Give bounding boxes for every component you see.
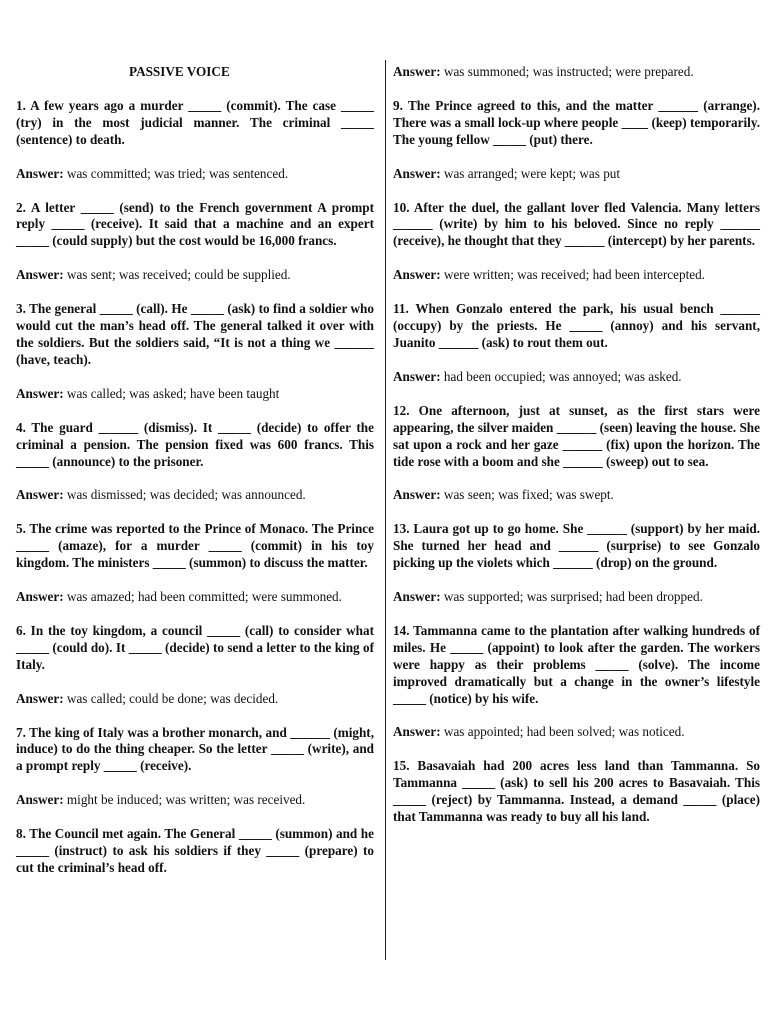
answer-text: might be induced; was written; was received. (66, 792, 306, 808)
answer-label: Answer: (16, 165, 64, 181)
answer-text: was supported; was surprised; had been dropped. (443, 589, 703, 605)
answer-text: was called; could be done; was decided. (66, 690, 279, 706)
question-2: 2. A letter _____ (send) to the French government A prompt reply _____ (receive). It said that a machine and an expert _____ (could supply) but the cost would be 16,000 francs. (16, 199, 374, 249)
answer-12 (393, 487, 760, 504)
answer-14 (393, 724, 760, 741)
answer-label: Answer: (393, 589, 441, 605)
answer-label: Answer: (393, 64, 441, 79)
column-divider (385, 60, 386, 960)
answer-5 (16, 589, 374, 606)
right-column (393, 64, 760, 843)
answer-7 (16, 792, 374, 809)
question-3: 3. The general _____ (call). He _____ (ask) to find a soldier who would cut the man’s head off. The general talked it over with the soldiers. But the soldiers said, “It is not a thing we ______ (have, teach). (16, 301, 374, 367)
answer-label: Answer: (393, 368, 441, 384)
answer-label: Answer: (16, 589, 64, 605)
question-12: 12. One afternoon, just at sunset, as the first stars were appearing, the silver maiden ______ (seen) leaving the house. She sat upon a rock and her gaze ______ (fix) upon the horizon. The tide rose with a boom and she ______ (sweep) out to sea. (393, 402, 760, 469)
question-4: 4. The guard ______ (dismiss). It _____ (decide) to offer the criminal a pension. The pension fixed was 600 francs. This _____ (announce) to the prisoner. (16, 419, 374, 469)
answer-text: was committed; was tried; was sentenced. (66, 165, 289, 181)
answer-9 (393, 166, 760, 183)
answer-text: was appointed; had been solved; was noticed. (443, 724, 685, 740)
question-13: 13. Laura got up to go home. She ______ (support) by her maid. She turned her head and ______ (surprise) to see Gonzalo picking up the violets which ______ (drop) on the ground. (393, 521, 760, 571)
answer-label: Answer: (16, 792, 64, 808)
answer-label: Answer: (393, 165, 441, 181)
answer-3 (16, 386, 374, 403)
answer-text: was seen; was fixed; was swept. (443, 487, 614, 503)
answer-label: Answer: (16, 487, 64, 503)
answer-label: Answer: (393, 487, 441, 503)
answer-label: Answer: (393, 267, 441, 283)
question-5: 5. The crime was reported to the Prince of Monaco. The Prince _____ (amaze), for a murder _____ (commit) in his toy kingdom. The ministers _____ (summon) to discuss the matter. (16, 521, 374, 571)
question-1: 1. A few years ago a murder _____ (commit). The case _____ (try) in the most judicial manner. The criminal _____ (sentence) to death. (16, 97, 374, 147)
answer-text: had been occupied; was annoyed; was asked. (443, 368, 682, 384)
question-7: 7. The king of Italy was a brother monarch, and ______ (might, induce) to do the thing cheaper. So the letter _____ (write), and a prompt reply _____ (receive). (16, 724, 374, 774)
answer-1 (16, 166, 374, 183)
answer-text: was dismissed; was decided; was announced. (66, 487, 306, 503)
answer-6 (16, 691, 374, 708)
question-14: 14. Tammanna came to the plantation after walking hundreds of miles. He _____ (appoint) to look after the garden. The workers were happy as their problems _____ (solve). The income improved dramatically but a change in the owner’s lifestyle _____ (notice) by his wife. (393, 622, 760, 706)
answer-10 (393, 267, 760, 284)
answer-label: Answer: (16, 267, 64, 283)
answer-text: was summoned; was instructed; were prepared. (443, 64, 694, 79)
answer-label: Answer: (393, 724, 441, 740)
question-15: 15. Basavaiah had 200 acres less land than Tammanna. So Tammanna _____ (ask) to sell his 200 acres to Basavaiah. This _____ (reject) by Tammanna. Instead, a demand _____ (place) that Tammanna was ready to buy all his land. (393, 758, 760, 825)
question-10: 10. After the duel, the gallant lover fled Valencia. Many letters ______ (write) by him to his beloved. Since no reply ______ (receive), he thought that they ______ (intercept) by her parents. (393, 199, 760, 249)
answer-11 (393, 369, 760, 386)
question-9: 9. The Prince agreed to this, and the matter ______ (arrange). There was a small lock-up where people ____ (keep) temporarily. The young fellow _____ (put) there. (393, 97, 760, 147)
question-8: 8. The Council met again. The General _____ (summon) and he _____ (instruct) to ask his soldiers if they _____ (prepare) to cut the criminal’s head off. (16, 826, 374, 875)
answer-text: were written; was received; had been intercepted. (443, 267, 705, 283)
answer-text: was amazed; had been committed; were summoned. (66, 589, 342, 605)
answer-4 (16, 487, 374, 504)
answer-text: was sent; was received; could be supplied. (66, 267, 291, 283)
answer-text: was arranged; were kept; was put (443, 165, 621, 181)
page-title: PASSIVE VOICE (129, 64, 230, 79)
answer-text: was called; was asked; have been taught (66, 385, 280, 401)
answer-label: Answer: (16, 385, 64, 401)
answer-8 (393, 64, 760, 81)
left-column (16, 64, 374, 894)
question-6: 6. In the toy kingdom, a council _____ (call) to consider what _____ (could do). It _____ (decide) to send a letter to the king of Italy. (16, 622, 374, 672)
answer-label: Answer: (16, 690, 64, 706)
answer-13 (393, 589, 760, 606)
answer-2 (16, 267, 374, 284)
question-11: 11. When Gonzalo entered the park, his usual bench ______ (occupy) by the priests. He _____ (annoy) and his servant, Juanito ______ (ask) to rout them out. (393, 301, 760, 350)
